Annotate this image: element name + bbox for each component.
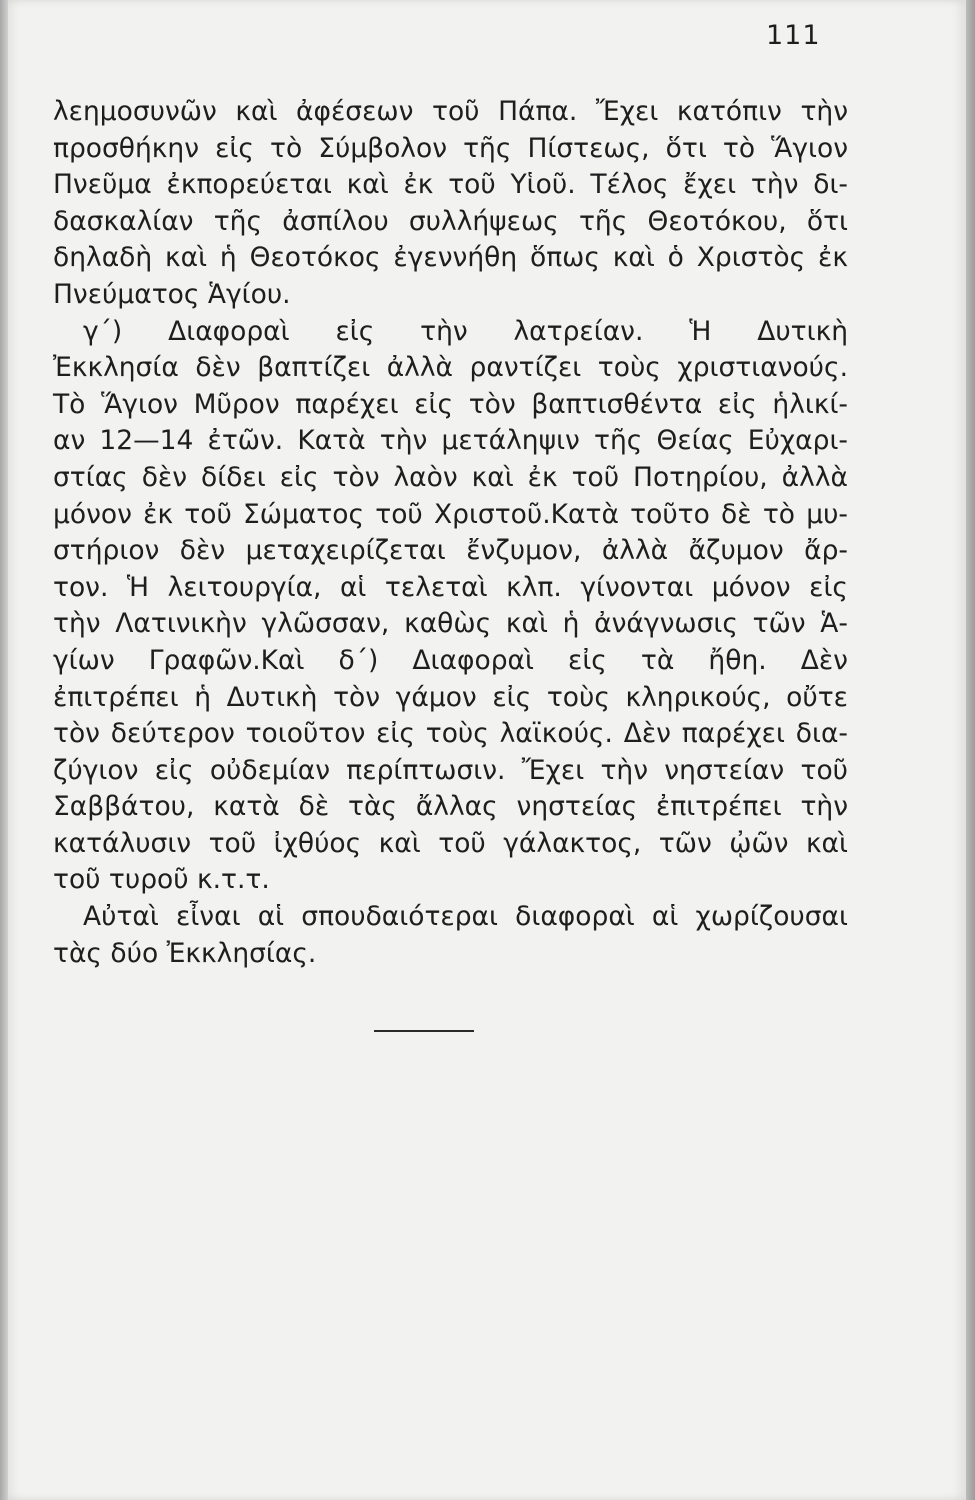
- text-line: Αὐταὶ εἶναι αἱ σπουδαιότεραι διαφοραὶ αἱ χωρίζουσαι: [83, 901, 848, 933]
- section-heading-line: γίων Γραφῶν.Καὶ δ΄) Διαφοραὶ εἰς τὰ ἤθη. Δὲν: [53, 644, 848, 676]
- text-line: δασκαλίαν τῆς ἀσπίλου συλλήψεως τῆς Θεοτόκου, ὅτι: [53, 205, 848, 237]
- text-line: τον. Ἡ λειτουργία, αἱ τελεταὶ κλπ. γίνονται μόνον εἰς: [53, 571, 848, 603]
- text-line: τὸν δεύτερον τοιοῦτον εἰς τοὺς λαϊκούς. Δὲν παρέχει δια-: [53, 718, 848, 750]
- text-line: Τὸ Ἅγιον Μῦρον παρέχει εἰς τὸν βαπτισθέντα εἰς ἡλικί-: [53, 388, 848, 420]
- page-number: 111: [766, 20, 821, 51]
- text-line: τὰς δύο Ἐκκλησίας.: [53, 937, 317, 969]
- text-line: στήριον δὲν μεταχειρίζεται ἔνζυμον, ἀλλὰ ἄζυμον ἄρ-: [53, 535, 848, 567]
- text-line: μόνον ἐκ τοῦ Σώματος τοῦ Χριστοῦ.Κατὰ τοῦτο δὲ τὸ μυ-: [53, 498, 848, 530]
- section-end-rule: [374, 1030, 474, 1032]
- text-line: ἐπιτρέπει ἡ Δυτικὴ τὸν γάμον εἰς τοὺς κληρικούς, οὔτε: [53, 681, 848, 713]
- text-line: κατάλυσιν τοῦ ἰχθύος καὶ τοῦ γάλακτος, τῶν ᾠῶν καὶ: [53, 827, 848, 859]
- section-heading-line: γ΄) Διαφοραὶ εἰς τὴν λατρείαν. Ἡ Δυτικὴ: [83, 315, 848, 347]
- text-line: τοῦ τυροῦ κ.τ.τ.: [53, 864, 270, 896]
- text-line: προσθήκην εἰς τὸ Σύμβολον τῆς Πίστεως, ὅτι τὸ Ἅγιον: [53, 132, 848, 164]
- text-line: δηλαδὴ καὶ ἡ Θεοτόκος ἐγεννήθη ὅπως καὶ ὁ Χριστὸς ἐκ: [53, 242, 848, 274]
- text-line: Ἐκκλησία δὲν βαπτίζει ἀλλὰ ραντίζει τοὺς χριστιανούς.: [53, 352, 848, 384]
- text-line: Πνεύματος Ἁγίου.: [53, 278, 291, 310]
- text-line: Πνεῦμα ἐκπορεύεται καὶ ἐκ τοῦ Υἱοῦ. Τέλος ἔχει τὴν δι-: [53, 169, 848, 201]
- book-page: [8, 0, 966, 1500]
- body-text: [53, 94, 848, 972]
- text-line: Σαββάτου, κατὰ δὲ τὰς ἄλλας νηστείας ἐπιτρέπει τὴν: [53, 791, 848, 823]
- page-right-edge: [966, 0, 975, 1500]
- text-line: τὴν Λατινικὴν γλῶσσαν, καθὼς καὶ ἡ ἀνάγνωσις τῶν Ἁ-: [53, 608, 848, 640]
- text-line: στίας δὲν δίδει εἰς τὸν λαὸν καὶ ἐκ τοῦ Ποτηρίου, ἀλλὰ: [53, 461, 848, 493]
- text-line: λεημοσυνῶν καὶ ἀφέσεων τοῦ Πάπα. Ἔχει κατόπιν τὴν: [53, 96, 848, 127]
- text-line: αν 12—14 ἐτῶν. Κατὰ τὴν μετάληψιν τῆς Θείας Εὐχαρι-: [53, 425, 848, 457]
- text-line: ζύγιον εἰς οὐδεμίαν περίπτωσιν. Ἔχει τὴν νηστείαν τοῦ: [53, 754, 848, 786]
- page-left-edge: [0, 0, 8, 1500]
